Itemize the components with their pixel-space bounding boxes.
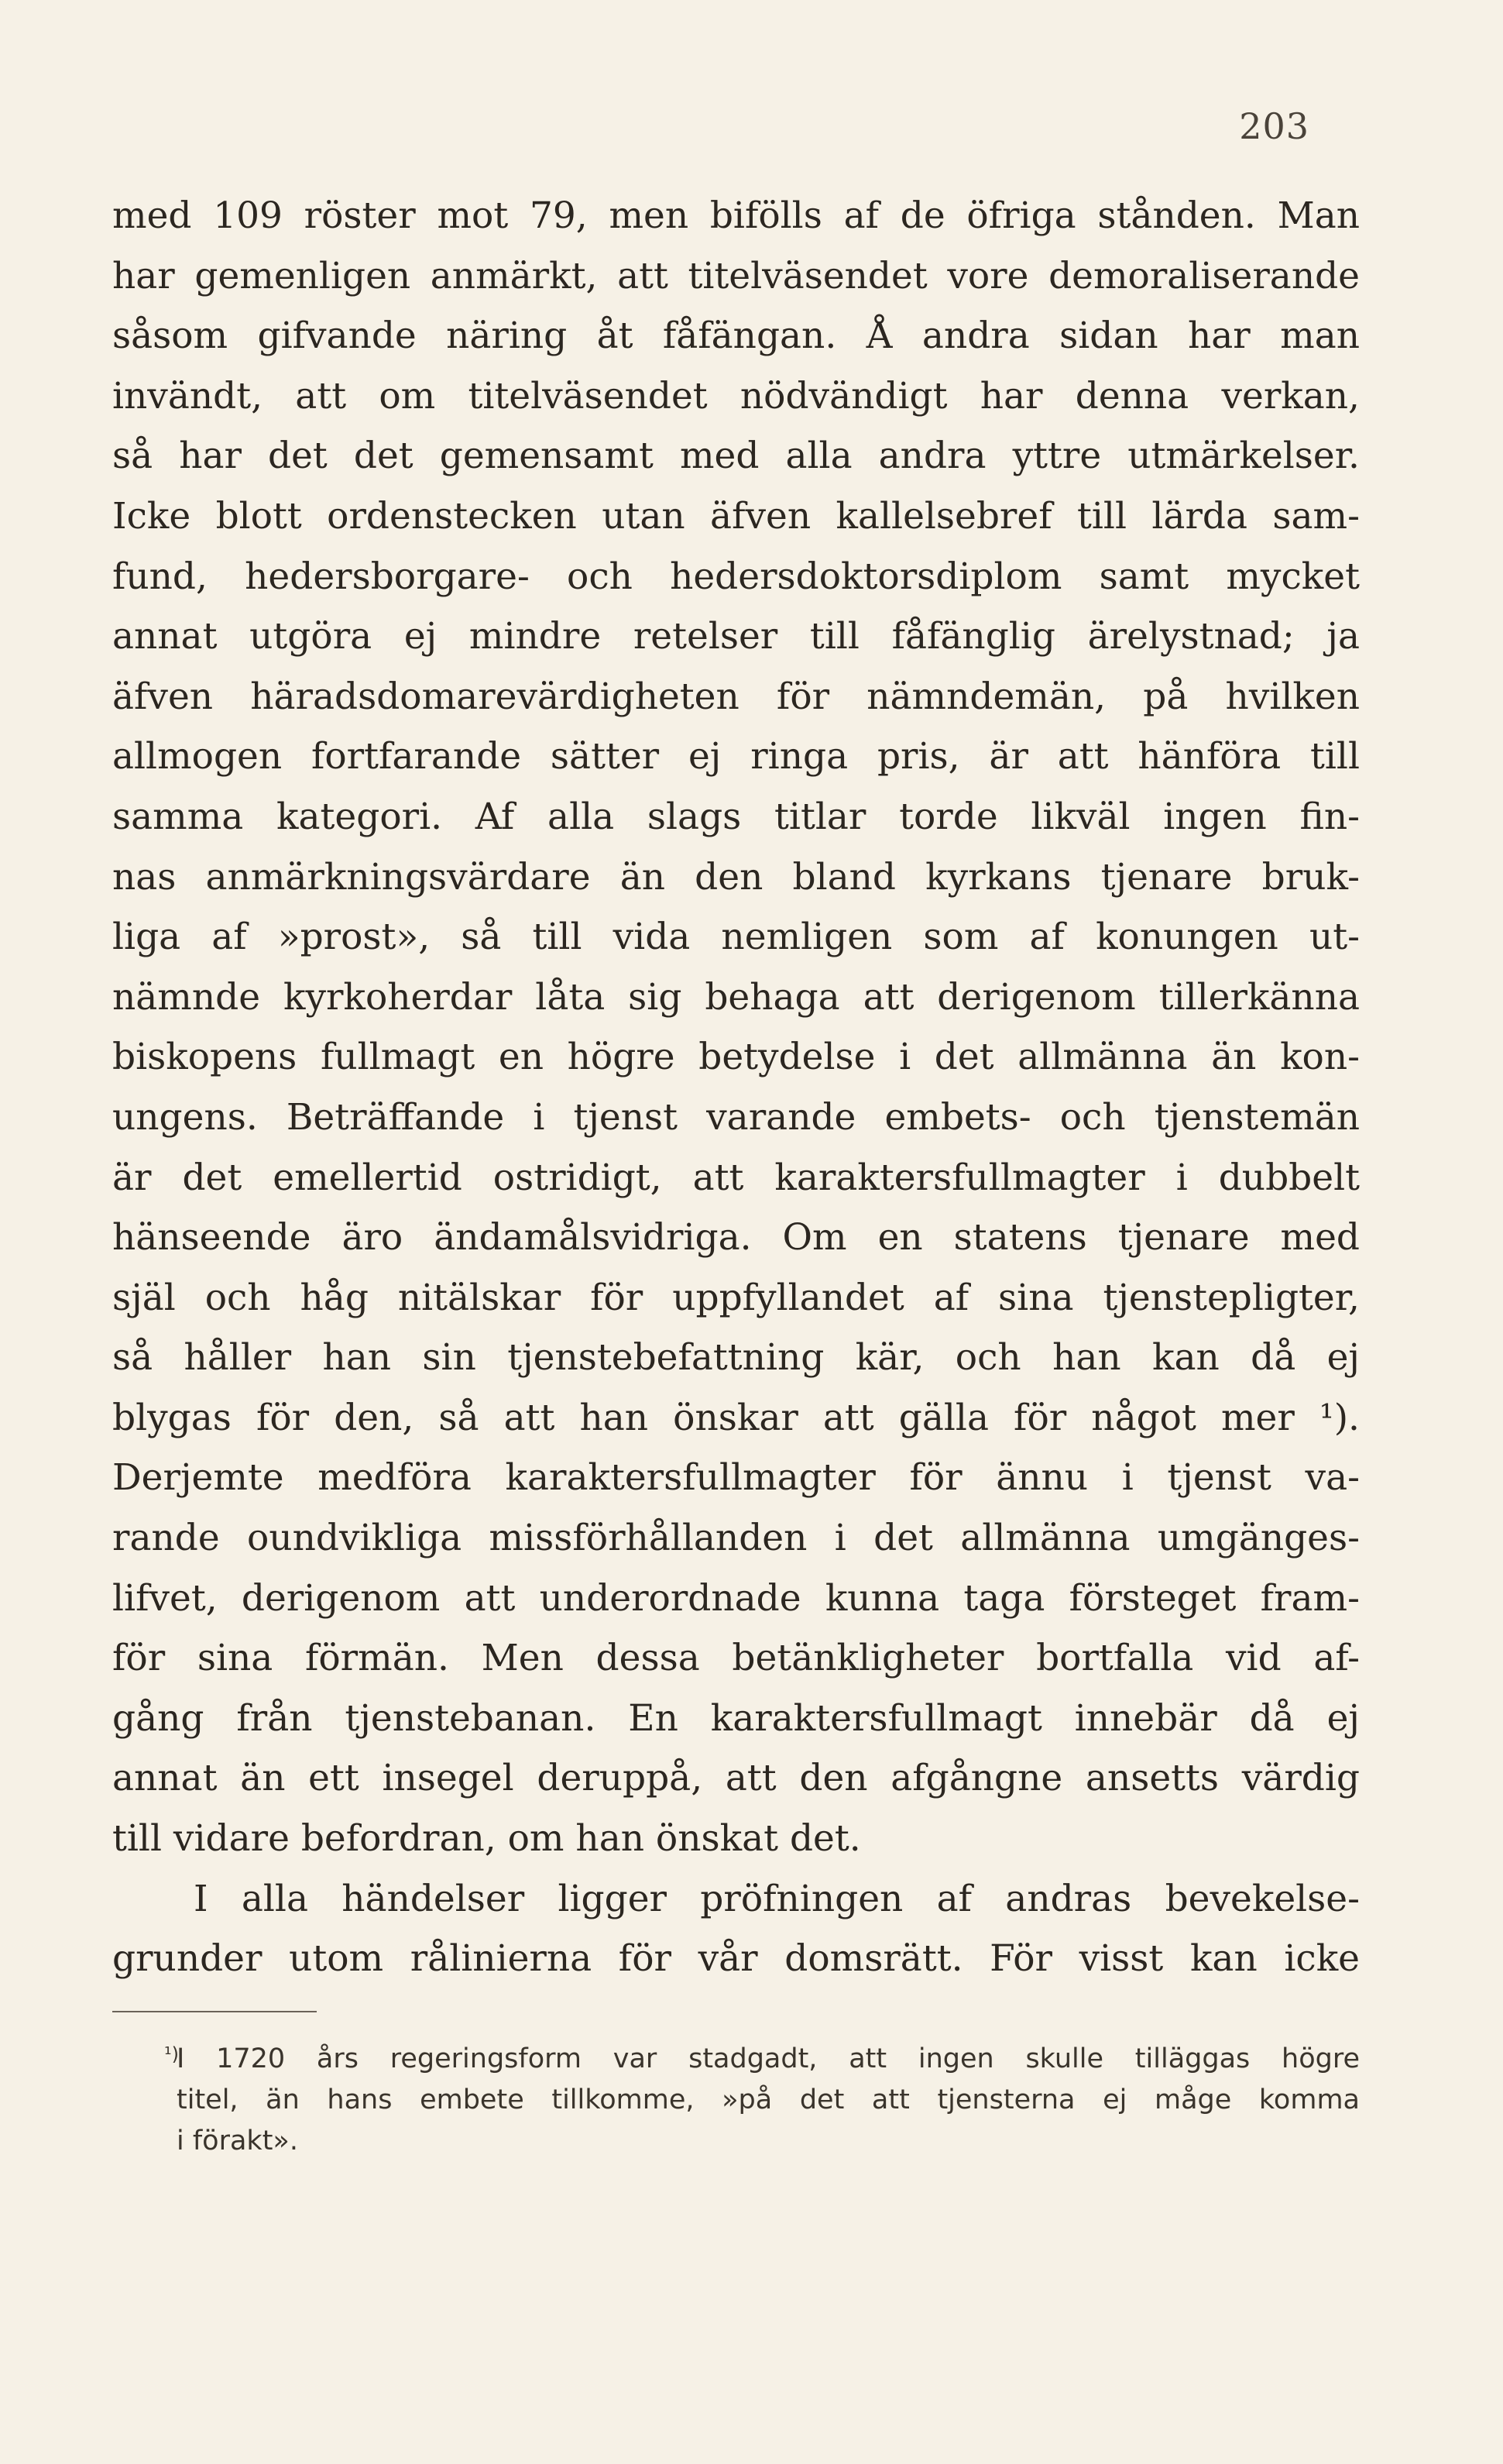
footnote-line: titel, än hans embete tillkomme, »på det att tjensterna ej måge komma — [177, 2084, 1360, 2115]
text-line: ungens. Beträffande i tjenst varande embets- och tjenstemän — [112, 1095, 1360, 1139]
footnote-line: i förakt». — [177, 2126, 298, 2156]
text-line: hänseende äro ändamålsvidriga. Om en statens tjenare med — [112, 1216, 1360, 1259]
text-line: så håller han sin tjenstebefattning kär, och han kan då ej — [112, 1336, 1360, 1380]
text-line: gång från tjenstebanan. En karaktersfullmagt innebär då ej — [112, 1696, 1360, 1740]
text-line: fund, hedersborgare- och hedersdoktorsdiplom samt mycket — [112, 555, 1360, 598]
footnote-marker: ¹) — [164, 2043, 179, 2065]
text-line: är det emellertid ostridigt, att karaktersfullmagter i dubbelt — [112, 1156, 1360, 1199]
text-line: för sina förmän. Men dessa betänkligheter bortfalla vid af- — [112, 1637, 1360, 1680]
text-line: samma kategori. Af alla slags titlar torde likväl ingen fin- — [112, 795, 1360, 838]
text-line: nämnde kyrkoherdar låta sig behaga att derigenom tillerkänna — [112, 975, 1360, 1019]
text-line: allmogen fortfarande sätter ej ringa pris, är att hänföra till — [112, 735, 1360, 778]
footnote — [164, 2039, 1360, 2162]
text-line: har gemenligen anmärkt, att titelväsendet vore demoraliserande — [112, 254, 1360, 297]
text-line: annat utgöra ej mindre retelser till fåfänglig ärelystnad; ja — [112, 615, 1360, 658]
text-line: I alla händelser ligger pröfningen af andras bevekelse- — [194, 1877, 1360, 1920]
text-line: annat än ett insegel deruppå, att den afgångne ansetts värdig — [112, 1757, 1360, 1800]
text-line: biskopens fullmagt en högre betydelse i det allmänna än kon- — [112, 1036, 1360, 1079]
text-line: äfven häradsdomarevärdigheten för nämndemän, på hvilken — [112, 675, 1360, 718]
text-line: grunder utom rålinierna för vår domsrätt. För visst kan icke — [112, 1937, 1360, 1981]
text-line: själ och håg nitälskar för uppfyllandet af sina tjenstepligter, — [112, 1276, 1360, 1319]
text-line: Icke blott ordenstecken utan äfven kallelsebref till lärda sam- — [112, 494, 1360, 538]
text-line: rande oundvikliga missförhållanden i det allmänna umgänges- — [112, 1517, 1360, 1560]
text-line: liga af »prost», så till vida nemligen som af konungen ut- — [112, 916, 1360, 959]
text-line: nas anmärkningsvärdare än den bland kyrkans tjenare bruk- — [112, 855, 1360, 899]
text-line: så har det det gemensamt med alla andra yttre utmärkelser. — [112, 435, 1360, 478]
body-text — [112, 186, 1360, 1989]
text-line: invändt, att om titelväsendet nödvändigt har denna verkan, — [112, 374, 1360, 418]
text-line: lifvet, derigenom att underordnade kunna taga försteget fram- — [112, 1576, 1360, 1620]
text-line: till vidare befordran, om han önskat det. — [112, 1817, 861, 1861]
text-line: med 109 röster mot 79, men bifölls af de öfriga stånden. Man — [112, 194, 1360, 237]
text-line: såsom gifvande näring åt fåfängan. Å andra sidan har man — [112, 314, 1360, 358]
text-line: blygas för den, så att han önskar att gälla för något mer ¹). — [112, 1396, 1360, 1439]
page-number: 203 — [1239, 105, 1309, 147]
footnote-divider — [112, 2011, 317, 2012]
text-line: Derjemte medföra karaktersfullmagter för ännu i tjenst va- — [112, 1456, 1360, 1500]
footnote-line: I 1720 års regeringsform var stadgadt, att ingen skulle tilläggas högre — [177, 2043, 1360, 2074]
